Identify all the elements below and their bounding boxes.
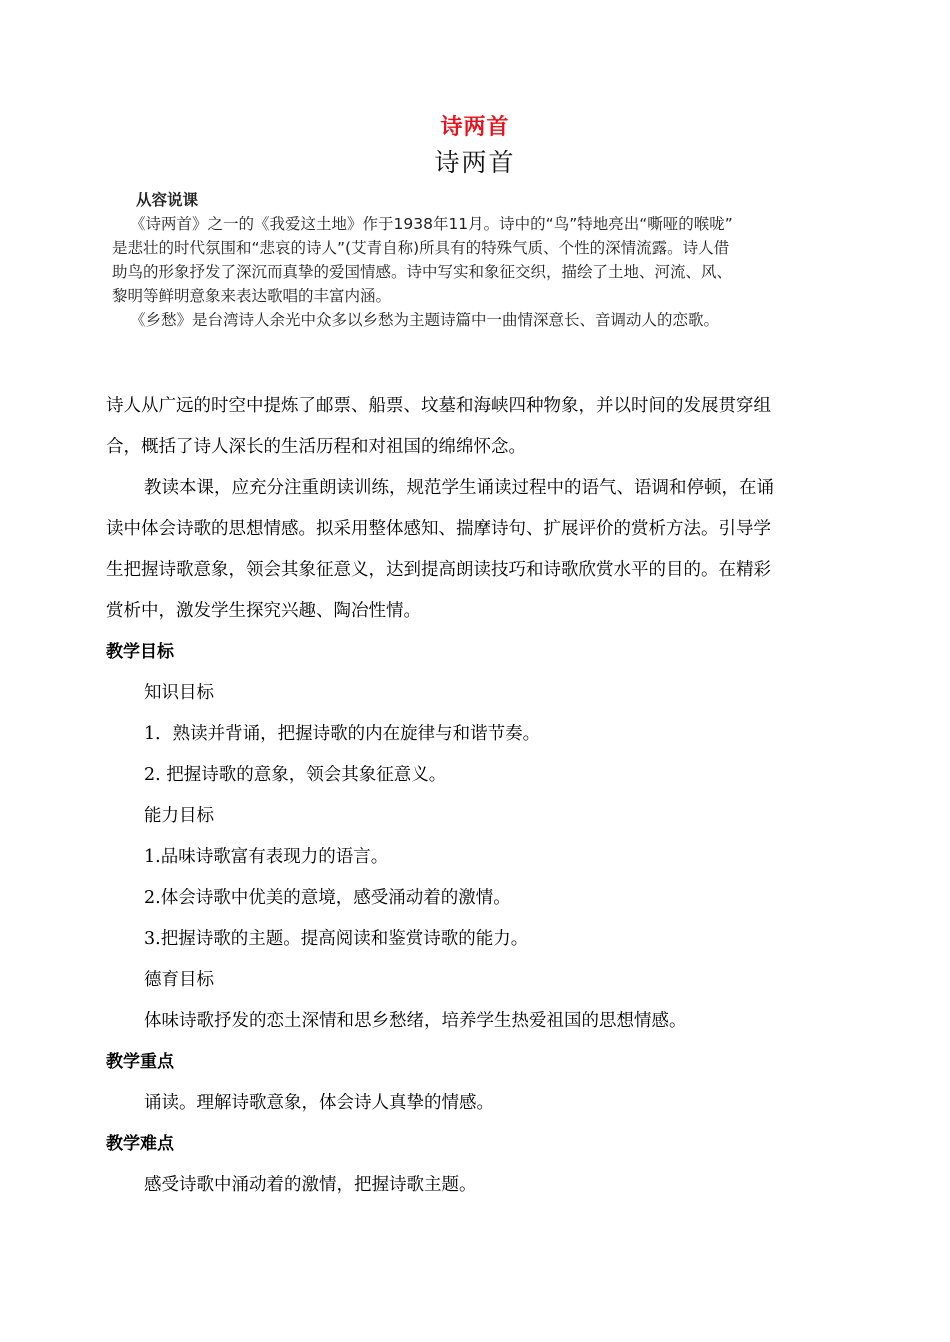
intro-image-block [112,188,842,332]
ability-item-3: 3.把握诗歌的主题。提高阅读和鉴赏诗歌的能力。 [144,929,529,949]
ability-heading: 能力目标 [144,806,214,826]
ability-item-1: 1.品味诗歌富有表现力的语言。 [144,847,389,867]
knowledge-item-2: 2. 把握诗歌的意象，领会其象征意义。 [144,765,447,785]
intro-heading: 从容说课 [136,191,199,209]
para2-line2: 读中体会诗歌的思想情感。拟采用整体感知、揣摩诗句、扩展评价的赏析方法。引导学 [106,519,771,539]
document-title-red: 诗两首 [440,115,510,140]
main-text [106,386,844,1206]
para2-line3: 生把握诗歌意象，领会其象征意义，达到提高朗读技巧和诗歌欣赏水平的目的。在精彩 [106,560,771,580]
section-heading-goals: 教学目标 [106,642,174,662]
knowledge-item-1: 1．熟读并背诵，把握诗歌的内在旋律与和谐节奏。 [144,724,541,744]
intro-line-5: 《乡愁》是台湾诗人余光中众多以乡愁为主题诗篇中一曲情深意长、音调动人的恋歌。 [130,311,720,329]
para2-line4: 赏析中，激发学生探究兴趣、陶冶性情。 [106,601,421,621]
moral-text: 体味诗歌抒发的恋土深情和思乡愁绪，培养学生热爱祖国的思想情感。 [144,1011,687,1031]
intro-line-2: 是悲壮的时代氛围和“悲哀的诗人”(艾青自称)所具有的特殊气质、个性的深情流露。诗人借 [112,239,730,257]
ability-item-2: 2.体会诗歌中优美的意境，感受涌动着的激情。 [144,888,511,908]
document-title: 诗两首 [434,148,516,177]
intro-line-3: 助鸟的形象抒发了深沉而真挚的爱国情感。诗中写实和象征交织，描绘了土地、河流、风、 [112,263,733,281]
difficulty-text: 感受诗歌中涌动着的激情，把握诗歌主题。 [144,1175,477,1195]
intro-line-4: 黎明等鲜明意象来表达歌唱的丰富内涵。 [112,287,392,305]
para1-line2: 合，概括了诗人深长的生活历程和对祖国的绵绵怀念。 [106,437,526,457]
section-heading-key: 教学重点 [106,1052,174,1072]
moral-heading: 德育目标 [144,970,214,990]
knowledge-heading: 知识目标 [144,683,214,703]
para2-line1: 教读本课，应充分注重朗读训练，规范学生诵读过程中的语气、语调和停顿，在诵 [144,478,774,498]
para1-line1: 诗人从广远的时空中提炼了邮票、船票、坟墓和海峡四种物象，并以时间的发展贯穿组 [106,396,771,416]
key-text: 诵读。理解诗歌意象，体会诗人真挚的情感。 [144,1093,494,1113]
section-heading-difficulty: 教学难点 [106,1134,174,1154]
intro-line-1: 《诗两首》之一的《我爱这土地》作于1938年11月。诗中的“鸟”特地亮出“嘶哑的喉咙” [130,215,733,233]
